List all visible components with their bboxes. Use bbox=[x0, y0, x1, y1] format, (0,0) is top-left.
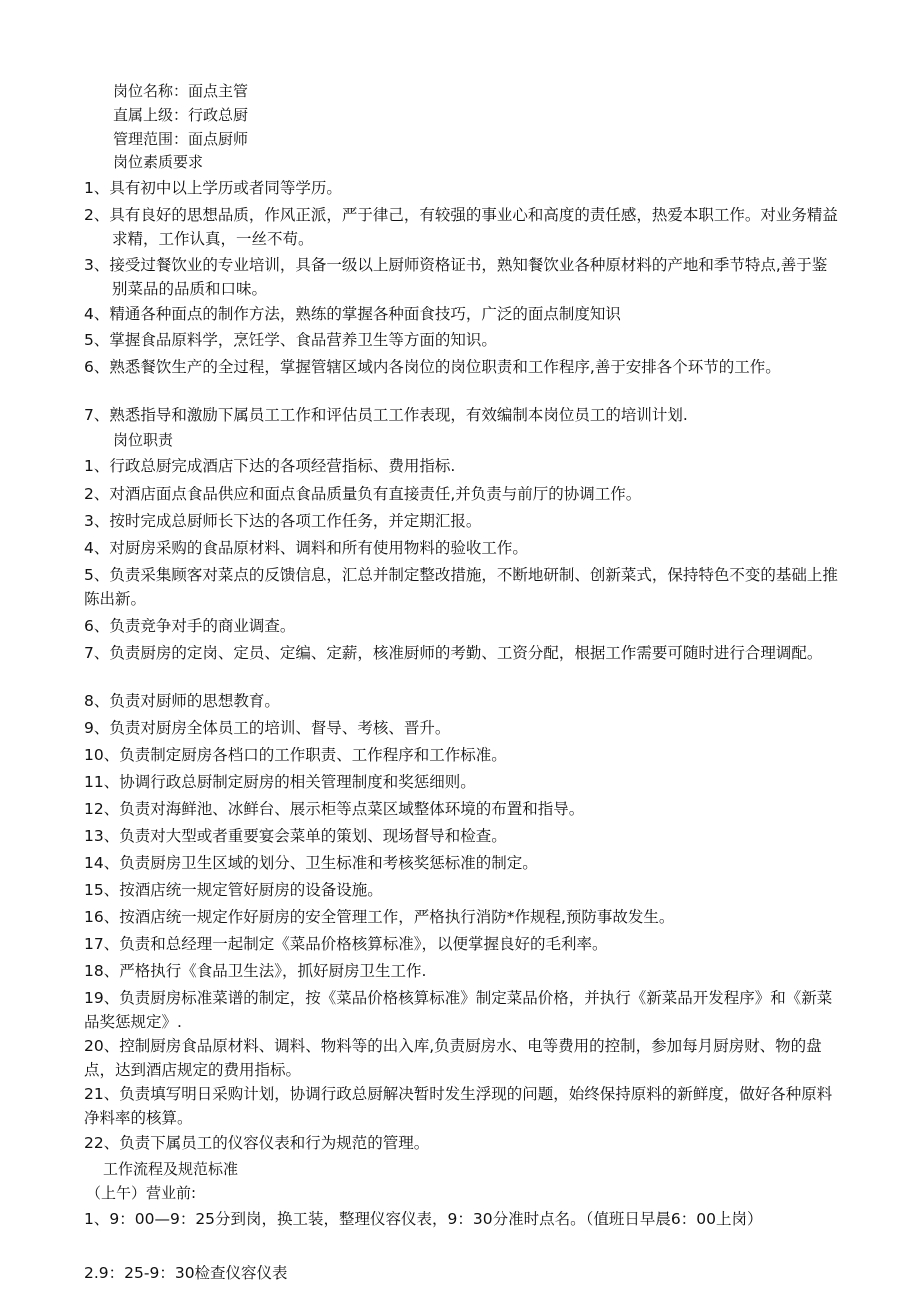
management-scope: 管理范围：面点厨师 bbox=[113, 130, 249, 148]
list-item: 5、负责采集顾客对菜点的反馈信息，汇总并制定整改措施，不断地研制、创新菜式，保持特色不变的基础上推陈出新。 bbox=[84, 566, 838, 608]
quality-requirements-title: 岗位素质要求 bbox=[113, 153, 204, 171]
list-item: 2、具有良好的思想品质，作风正派，严于律己，有较强的事业心和高度的责任感，热爱本职工作。对业务精益求精，工作认真，一丝不苟。 bbox=[84, 206, 838, 248]
list-item: 16、按酒店统一规定作好厨房的安全管理工作，严格执行消防*作规程,预防事故发生。 bbox=[84, 908, 675, 926]
list-item: 8、负责对厨师的思想教育。 bbox=[84, 692, 280, 710]
list-item: 3、接受过餐饮业的专业培训，具备一级以上厨师资格证书，熟知餐饮业各种原材料的产地和季节特点,善于鉴别菜品的品质和口味。 bbox=[84, 256, 828, 298]
list-item: 1、9：00—9：25分到岗，换工装，整理仪容仪表，9：30分准时点名。（值班日早晨6：00上岗） bbox=[84, 1210, 763, 1228]
list-item: 19、负责厨房标准菜谱的制定，按《菜品价格核算标准》制定菜品价格，并执行《新菜品开发程序》和《新菜品奖惩规定》. bbox=[84, 989, 833, 1031]
list-item: 11、协调行政总厨制定厨房的相关管理制度和奖惩细则。 bbox=[84, 773, 476, 791]
list-item: 12、负责对海鲜池、冰鲜台、展示柜等点菜区域整体环境的布置和指导。 bbox=[84, 800, 585, 818]
list-item: 1、行政总厨完成酒店下达的各项经营指标、费用指标. bbox=[84, 457, 456, 475]
position-name: 岗位名称：面点主管 bbox=[113, 82, 249, 100]
list-item: 14、负责厨房卫生区域的划分、卫生标准和考核奖惩标准的制定。 bbox=[84, 854, 538, 872]
list-item: 21、负责填写明日采购计划，协调行政总厨解决暂时发生浮现的问题，始终保持原料的新鲜度，做好各种原料净料率的核算。 bbox=[84, 1085, 833, 1127]
list-item: 20、控制厨房食品原材料、调料、物料等的出入库,负责厨房水、电等费用的控制，参加每月厨房财、物的盘点，达到酒店规定的费用指标。 bbox=[84, 1037, 822, 1079]
list-item: 13、负责对大型或者重要宴会菜单的策划、现场督导和检查。 bbox=[84, 827, 507, 845]
list-item: 9、负责对厨房全体员工的培训、督导、考核、晋升。 bbox=[84, 719, 451, 737]
duty-title: 岗位职责 bbox=[113, 431, 174, 449]
workflow-title: 工作流程及规范标准 bbox=[103, 1160, 239, 1178]
list-item: 2.9：25-9：30检查仪容仪表 bbox=[84, 1264, 288, 1282]
list-item: 7、熟悉指导和激励下属员工工作和评估员工工作表现，有效编制本岗位员工的培训计划. bbox=[84, 406, 688, 424]
list-item: 22、负责下属员工的仪容仪表和行为规范的管理。 bbox=[84, 1134, 430, 1152]
list-item: 7、负责厨房的定岗、定员、定编、定薪，核准厨师的考勤、工资分配，根据工作需要可随时进行合理调配。 bbox=[84, 644, 823, 662]
list-item: 1、具有初中以上学历或者同等学历。 bbox=[84, 179, 342, 197]
list-item: 18、严格执行《食品卫生法》，抓好厨房卫生工作. bbox=[84, 962, 427, 980]
morning-title: （上午）营业前: bbox=[86, 1184, 197, 1202]
list-item: 5、掌握食品原料学，烹饪学、食品营养卫生等方面的知识。 bbox=[84, 331, 497, 349]
list-item: 17、负责和总经理一起制定《菜品价格核算标准》，以便掌握良好的毛利率。 bbox=[84, 935, 608, 953]
list-item: 4、精通各种面点的制作方法，熟练的掌握各种面食技巧，广泛的面点制度知识 bbox=[84, 305, 621, 323]
list-item: 3、按时完成总厨师长下达的各项工作任务，并定期汇报。 bbox=[84, 512, 482, 530]
list-item: 2、对酒店面点食品供应和面点食品质量负有直接责任,并负责与前厅的协调工作。 bbox=[84, 485, 642, 503]
list-item: 4、对厨房采购的食品原材料、调料和所有使用物料的验收工作。 bbox=[84, 539, 528, 557]
direct-superior: 直属上级：行政总厨 bbox=[113, 106, 249, 124]
list-item: 10、负责制定厨房各档口的工作职责、工作程序和工作标准。 bbox=[84, 746, 507, 764]
list-item: 6、负责竞争对手的商业调查。 bbox=[84, 617, 296, 635]
list-item: 6、熟悉餐饮生产的全过程，掌握管辖区域内各岗位的岗位职责和工作程序,善于安排各个环节的工作。 bbox=[84, 358, 781, 376]
list-item: 15、按酒店统一规定管好厨房的设备设施。 bbox=[84, 881, 383, 899]
